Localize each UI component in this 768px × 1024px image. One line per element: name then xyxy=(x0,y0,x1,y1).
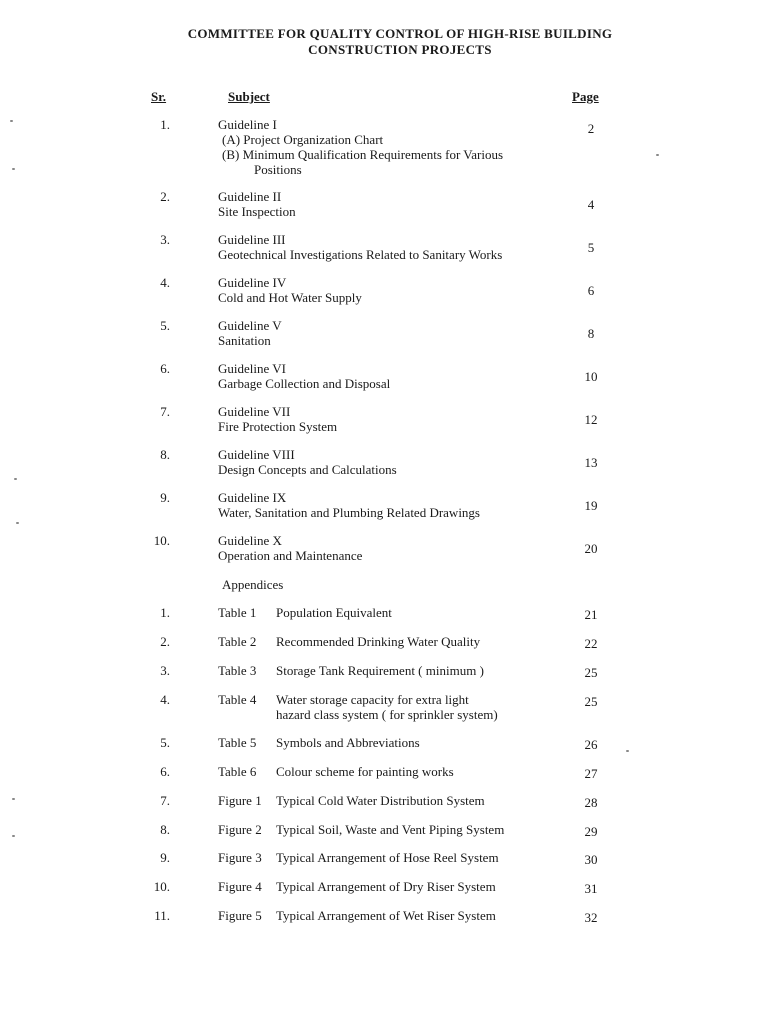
appendix-label: Table 3 xyxy=(218,663,257,678)
serial-number: 7. xyxy=(160,793,170,808)
appendix-title: Typical Arrangement of Wet Riser System xyxy=(276,908,496,923)
page-number: 13 xyxy=(584,455,598,470)
scan-speck xyxy=(14,478,17,480)
appendix-title: Typical Arrangement of Hose Reel System xyxy=(276,850,499,865)
serial-number: 2. xyxy=(160,634,170,649)
page-number: 25 xyxy=(584,665,598,680)
guideline-title: Guideline VIII xyxy=(218,447,295,462)
serial-number: 10. xyxy=(153,879,170,894)
appendix-label: Table 1 xyxy=(218,605,257,620)
serial-number: 6. xyxy=(160,764,170,779)
page-number: 28 xyxy=(584,795,598,810)
scan-speck xyxy=(626,750,629,752)
page-number: 6 xyxy=(587,283,595,298)
page-number: 12 xyxy=(584,412,598,427)
serial-number: 3. xyxy=(160,663,170,678)
page-number: 31 xyxy=(584,881,598,896)
page-number: 20 xyxy=(584,541,598,556)
appendix-subject xyxy=(218,735,578,750)
appendix-line xyxy=(218,605,578,620)
guideline-title: Guideline VI xyxy=(218,361,286,376)
serial-number: 4. xyxy=(160,692,170,707)
appendix-title: Typical Soil, Waste and Vent Piping System xyxy=(276,822,505,837)
page-number: 30 xyxy=(584,852,598,867)
serial-number: 8. xyxy=(160,822,170,837)
page-number: 10 xyxy=(584,369,598,384)
scan-speck xyxy=(12,798,15,800)
scan-speck xyxy=(12,168,15,170)
appendix-line xyxy=(218,663,578,678)
appendix-title: Symbols and Abbreviations xyxy=(276,735,420,750)
page-number: 5 xyxy=(587,240,595,255)
document-title-line1: COMMITTEE FOR QUALITY CONTROL OF HIGH-RISE BUILDING xyxy=(187,26,613,41)
serial-number: 7. xyxy=(160,404,170,419)
guideline-title: Guideline IV xyxy=(218,275,287,290)
page-number: 27 xyxy=(584,766,598,781)
guideline-description: (A) Project Organization Chart xyxy=(222,132,384,147)
appendix-label: Figure 3 xyxy=(218,850,262,865)
page-number: 4 xyxy=(587,197,595,212)
guideline-subject xyxy=(218,404,578,434)
column-header-page: Page xyxy=(572,89,599,104)
document-title-line2: CONSTRUCTION PROJECTS xyxy=(308,42,492,57)
guideline-description: Sanitation xyxy=(218,333,271,348)
guideline-title: Guideline X xyxy=(218,533,282,548)
appendix-label: Figure 2 xyxy=(218,822,262,837)
guideline-title: Guideline III xyxy=(218,232,286,247)
appendix-title: Recommended Drinking Water Quality xyxy=(276,634,481,649)
guideline-subject xyxy=(218,447,578,477)
guideline-title: Guideline II xyxy=(218,189,282,204)
scan-speck xyxy=(656,154,659,156)
guideline-description: Cold and Hot Water Supply xyxy=(218,290,362,305)
serial-number: 10. xyxy=(153,533,170,548)
guideline-description: Operation and Maintenance xyxy=(218,548,363,563)
page-number: 26 xyxy=(584,737,598,752)
appendices-heading: Appendices xyxy=(222,577,284,592)
page-number: 32 xyxy=(584,910,598,925)
guideline-title: Guideline IX xyxy=(218,490,287,505)
guideline-description: Garbage Collection and Disposal xyxy=(218,376,391,391)
serial-number: 9. xyxy=(160,490,170,505)
appendix-label: Table 5 xyxy=(218,735,257,750)
appendix-line xyxy=(218,764,578,779)
appendix-label: Figure 4 xyxy=(218,879,262,894)
scan-speck xyxy=(16,522,19,524)
appendix-subject xyxy=(218,879,578,894)
guideline-subject xyxy=(218,361,578,391)
page-number: 8 xyxy=(587,326,595,341)
serial-number: 1. xyxy=(160,605,170,620)
serial-number: 2. xyxy=(160,189,170,204)
guideline-title: Guideline I xyxy=(218,117,277,132)
appendix-line xyxy=(218,822,578,837)
serial-number: 3. xyxy=(160,232,170,247)
appendix-line xyxy=(218,692,578,707)
appendix-line xyxy=(218,707,578,722)
guideline-subject xyxy=(218,275,578,305)
guideline-subject xyxy=(218,189,578,219)
page-number: 19 xyxy=(584,498,598,513)
serial-number: 1. xyxy=(160,117,170,132)
appendix-title: Typical Cold Water Distribution System xyxy=(276,793,485,808)
appendix-subject xyxy=(218,822,578,837)
serial-number: 11. xyxy=(154,908,170,923)
guideline-subject xyxy=(218,232,578,262)
scan-speck xyxy=(12,835,15,837)
appendix-subject xyxy=(218,908,578,923)
appendix-subject xyxy=(218,634,578,649)
appendix-line xyxy=(218,634,578,649)
appendix-subject xyxy=(218,764,578,779)
serial-number: 5. xyxy=(160,735,170,750)
serial-number: 6. xyxy=(160,361,170,376)
page-number: 21 xyxy=(584,607,598,622)
page-number: 2 xyxy=(587,121,595,136)
appendix-line xyxy=(218,908,578,923)
guideline-title: Guideline V xyxy=(218,318,282,333)
guideline-subject xyxy=(218,533,578,563)
appendix-title: Typical Arrangement of Dry Riser System xyxy=(276,879,496,894)
appendix-subject xyxy=(218,663,578,678)
appendix-subject xyxy=(218,850,578,865)
appendix-label: Table 4 xyxy=(218,692,257,707)
appendix-label: Figure 1 xyxy=(218,793,262,808)
guideline-subject xyxy=(218,490,578,520)
appendix-title: hazard class system ( for sprinkler system) xyxy=(276,707,498,722)
scan-speck xyxy=(10,120,13,122)
appendix-line xyxy=(218,793,578,808)
guideline-title: Guideline VII xyxy=(218,404,291,419)
guideline-description: Fire Protection System xyxy=(218,419,338,434)
guideline-description: Geotechnical Investigations Related to Sanitary Works xyxy=(218,247,503,262)
appendix-label: Table 2 xyxy=(218,634,257,649)
guideline-description: Site Inspection xyxy=(218,204,296,219)
guideline-description: Design Concepts and Calculations xyxy=(218,462,397,477)
serial-number: 5. xyxy=(160,318,170,333)
guideline-description: Water, Sanitation and Plumbing Related Drawings xyxy=(218,505,480,520)
column-header-sr: Sr. xyxy=(151,89,167,104)
guideline-subject xyxy=(218,318,578,348)
page-number: 22 xyxy=(584,636,598,651)
serial-number: 8. xyxy=(160,447,170,462)
appendix-subject xyxy=(218,605,578,620)
guideline-description: Positions xyxy=(254,162,302,177)
serial-number: 9. xyxy=(160,850,170,865)
appendix-title: Water storage capacity for extra light xyxy=(276,692,469,707)
appendix-line xyxy=(218,850,578,865)
appendix-title: Storage Tank Requirement ( minimum ) xyxy=(276,663,484,678)
column-header-subject: Subject xyxy=(228,89,270,104)
page-number: 25 xyxy=(584,694,598,709)
guideline-subject xyxy=(218,117,578,177)
appendix-label: Figure 5 xyxy=(218,908,262,923)
appendix-line xyxy=(218,735,578,750)
appendix-subject xyxy=(218,692,578,722)
appendix-title: Population Equivalent xyxy=(276,605,392,620)
appendix-subject xyxy=(218,793,578,808)
appendix-title: Colour scheme for painting works xyxy=(276,764,454,779)
page-number: 29 xyxy=(584,824,598,839)
appendix-line xyxy=(218,879,578,894)
guideline-description: (B) Minimum Qualification Requirements for Various xyxy=(222,147,504,162)
appendix-label: Table 6 xyxy=(218,764,257,779)
serial-number: 4. xyxy=(160,275,170,290)
